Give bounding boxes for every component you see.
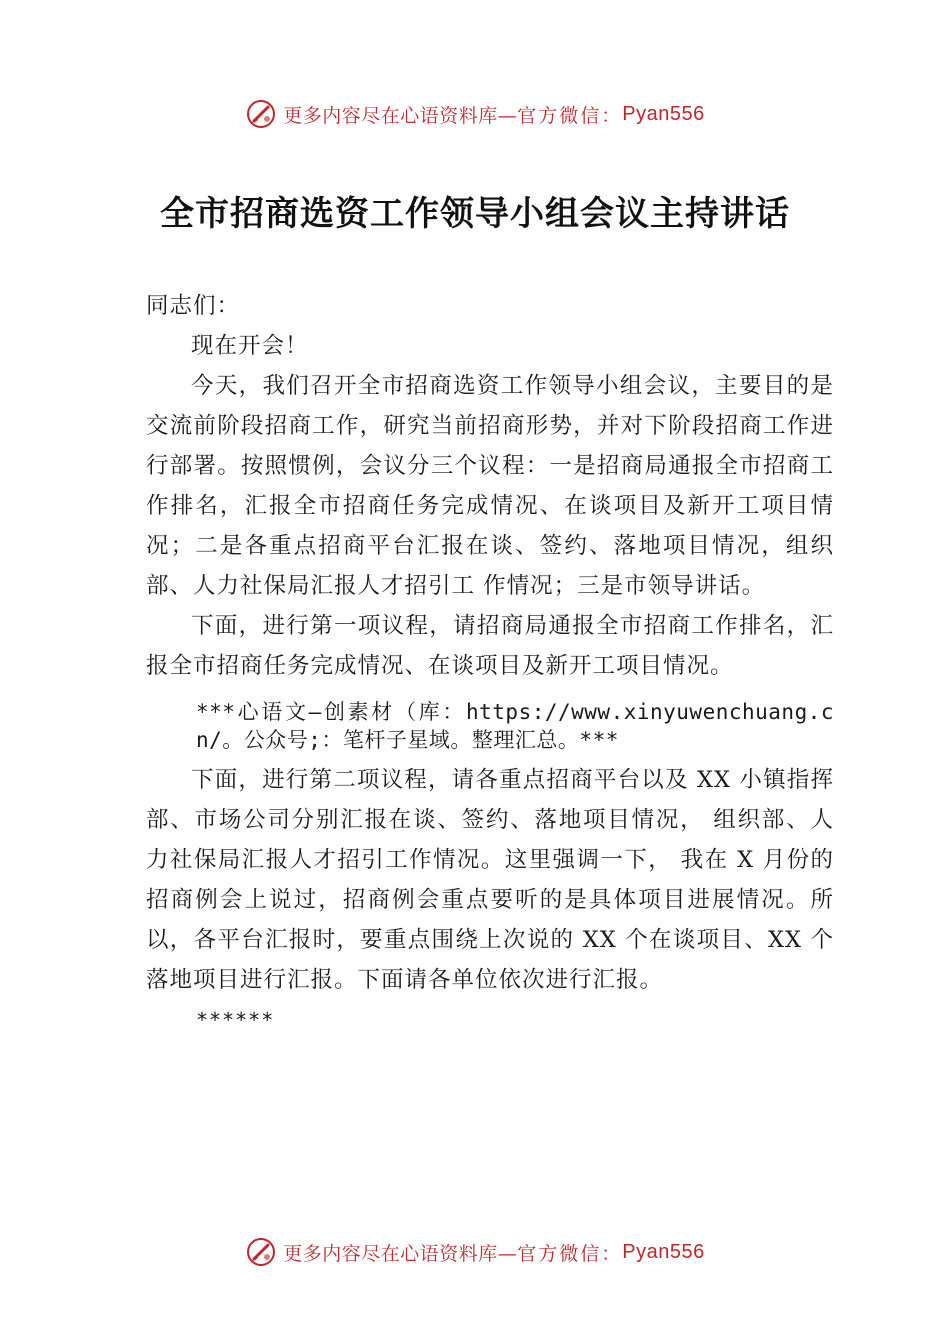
banner-slogan: 更多内容尽在心语资料库— xyxy=(283,104,518,127)
document-title: 全市招商选资工作领导小组会议主持讲话 xyxy=(160,194,790,234)
brush-logo-icon xyxy=(245,1236,277,1268)
greeting: 同志们： xyxy=(146,293,241,319)
separator-stars: ****** xyxy=(196,1008,275,1032)
paragraph-3: 下面，进行第一项议程，请招商局通报全市招商工作排名，汇报全市招商任务完成情况、在谈项目及新开工项目情况。 xyxy=(146,613,834,679)
source-note: ***心语文—创素材（库：https://www.xinyuwenchuang.cn/。公众号;：笔杆子星域。整理汇总。*** xyxy=(196,700,834,752)
banner-weixin-id: Pyan556 xyxy=(622,102,705,125)
brush-logo-icon xyxy=(245,98,277,130)
footer-banner xyxy=(0,1232,950,1272)
paragraph-1: 现在开会！ xyxy=(191,333,309,359)
paragraph-4: 下面，进行第二项议程，请各重点招商平台以及 XX 小镇指挥部、市场公司分别汇报在谈、签约、落地项目情况， 组织部、人力社保局汇报人才招引工作情况。这里强调一下， 我在 X 月份的招商例会上说过，招商例会重点要听的是具体项目进展情况。所以，各平台汇报时，要重点围绕上次说的 XX 个在谈项目、XX 个落地项目进行汇报。下面请各单位依次进行汇报。 xyxy=(146,767,834,993)
banner-slogan: 更多内容尽在心语资料库— xyxy=(283,1242,518,1265)
banner-weixin-label: 官方微信： xyxy=(517,104,623,127)
paragraph-2: 今天，我们召开全市招商选资工作领导小组会议，主要目的是交流前阶段招商工作，研究当前招商形势，并对下阶段招商工作进行部署。按照惯例，会议分三个议程：一是招商局通报全市招商工作排名，汇报全市招商任务完成情况、在谈项目及新开工项目情况；二是各重点招商平台汇报在谈、签约、落地项目情况，组织部、人力社保局汇报人才招引工 作情况；三是市领导讲话。 xyxy=(146,373,834,599)
banner-weixin-id: Pyan556 xyxy=(622,1240,705,1263)
header-banner xyxy=(0,94,950,134)
banner-weixin-label: 官方微信： xyxy=(517,1242,623,1265)
document-body xyxy=(146,286,834,1040)
